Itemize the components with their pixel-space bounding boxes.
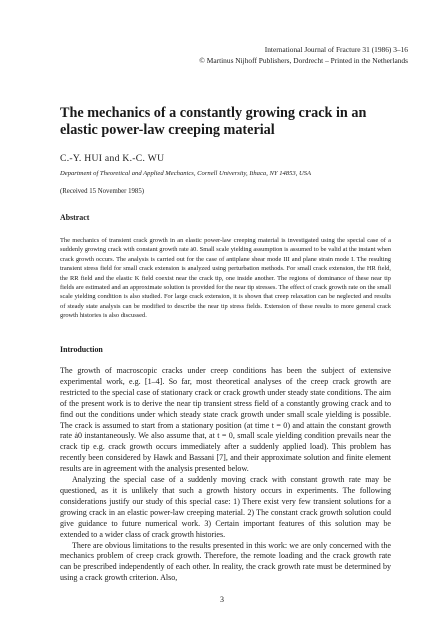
- publisher-line: © Martinus Nijhoff Publishers, Dordrecht – Printed in the Netherlands: [199, 56, 408, 65]
- paper-authors: C.-Y. HUI and K.-C. WU: [60, 153, 165, 164]
- intro-paragraph-1: The growth of macroscopic cracks under creep conditions has been the subject of extensive experimental work, e.g. [1–4]. So far, most theoretical analyses of the creep crack growth are restricted to the special case of stationary crack or crack growth under steady state conditions. The aim of the present work is to derive the near tip transient stress field of a constantly growing crack and to find out the conditions under which steady state crack growth under small scale yielding is possible. The crack is assumed to start from a stationary position (at time t = 0) and attain the constant growth rate ȧ0 instantaneously. We also assume that, at t = 0, small scale yielding condition prevails near the crack tip e.g. crack growth occurs immediately after a suddenly applied load). This problem has recently been considered by Hawk and Bassani [7], and their approximate solution and finite element results are in agreement with the analysis presented below.: [60, 366, 391, 474]
- intro-paragraph-2: Analyzing the special case of a suddenly moving crack with constant growth rate may be questioned, as it is unlikely that such a growth history occurs in experiments. The following considerations justify our study of this special case: 1) There exist very few transient solutions for a growing crack in an elastic power-law creeping material. 2) The constant crack growth solution could give guidance to future numerical work. 3) Certain important features of this solution may be extended to a wider class of crack growth histories.: [60, 475, 391, 539]
- journal-header: [199, 44, 408, 66]
- paper-title: The mechanics of a constantly growing crack in an elastic power-law creeping material: [60, 105, 367, 138]
- author-affiliation: Department of Theoretical and Applied Mechanics, Cornell University, Ithaca, NY 14853, USA: [60, 170, 312, 177]
- abstract-heading: Abstract: [60, 213, 90, 222]
- journal-citation: International Journal of Fracture 31 (1986) 3–16: [264, 45, 408, 54]
- intro-paragraph-3: There are obvious limitations to the results presented in this work: we are only concerned with the mechanics problem of creep crack growth. Therefore, the remote loading and the crack growth rate can be prescribed independently of each other. In reality, the crack growth rate must be determined by using a crack growth criterion. Also,: [60, 540, 391, 583]
- abstract-text: The mechanics of transient crack growth in an elastic power-law creeping material is investigated using the special case of a suddenly growing crack with constant growth rate ȧ0. Small scale yielding assumption is assumed to be valid at the instant when crack growth occurs. The analysis is carried out for the case of antiplane shear mode III and plane strain mode I. The resulting transient stress field for small crack extension is analyzed using perturbation methods. For small crack extension, the HR field, the RR field and the elastic K field coexist near the crack tip, one inside another. The regions of dominance of these near tip fields are estimated and an approximate solution is provided for the near tip stresses. The effect of crack growth rate on the small scale yielding condition is also studied. For large crack extension, it is shown that creep relaxation can be neglected and results of steady state analysis can be modified to describe the near tip stress fields. Extension of these results to more general crack growth histories is also discussed.: [60, 237, 391, 320]
- page-number: 3: [220, 595, 224, 604]
- introduction-body: [60, 366, 391, 584]
- introduction-heading: Introduction: [60, 345, 103, 354]
- received-date: (Received 15 November 1985): [60, 188, 144, 195]
